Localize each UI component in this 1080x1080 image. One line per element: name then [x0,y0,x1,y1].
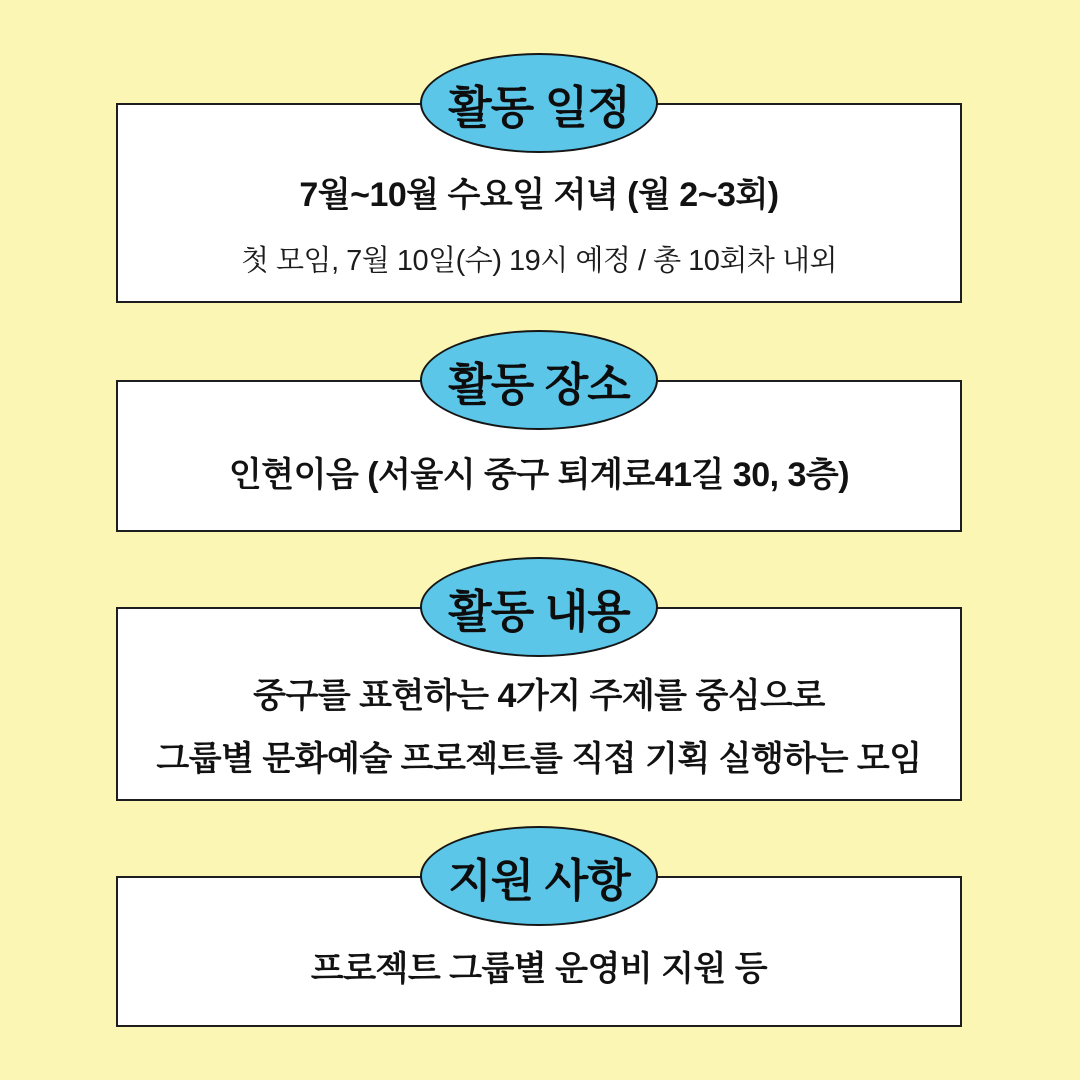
section-card-support [116,854,962,1027]
section-card-content [116,585,962,801]
schedule-badge: 활동 일정 [420,53,658,153]
section-card-schedule [116,81,962,303]
section-card-place [116,358,962,532]
place-text: 인현이음 (서울시 중구 퇴계로41길 30, 3층) [228,455,850,494]
place-badge: 활동 장소 [420,330,658,430]
content-badge: 활동 내용 [420,557,658,657]
schedule-sub-text: 첫 모임, 7월 10일(수) 19시 예정 / 총 10회차 내외 [240,245,838,277]
support-badge: 지원 사항 [420,826,658,926]
schedule-main-text: 7월~10월 수요일 저녁 (월 2~3회) [299,176,779,214]
content-text-line2: 그룹별 문화예술 프로젝트를 직접 기획 실행하는 모임 [156,740,922,778]
content-text-line1: 중구를 표현하는 4가지 주제를 중심으로 [253,677,825,715]
support-text: 프로젝트 그룹별 운영비 지원 등 [310,950,768,988]
